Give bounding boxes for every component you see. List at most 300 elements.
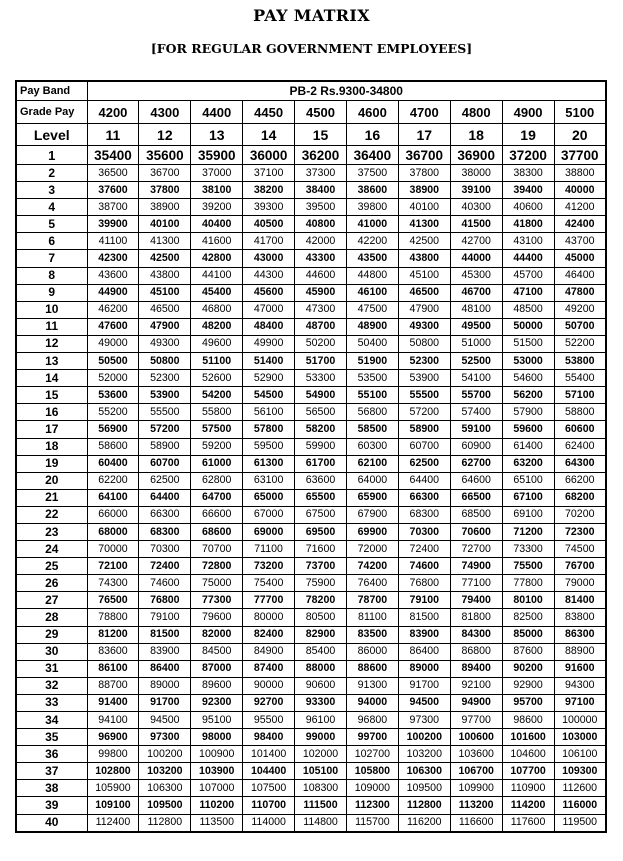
pay-cell: 42300: [87, 250, 139, 267]
table-row: [16, 353, 606, 370]
pay-cell: 61000: [191, 455, 243, 472]
pay-cell: 44400: [502, 250, 554, 267]
pay-cell: 51400: [243, 353, 295, 370]
table-row: [16, 146, 606, 165]
grade-pay-cell: 4400: [191, 101, 243, 124]
pay-cell: 37800: [139, 182, 191, 199]
pay-cell: 74200: [346, 558, 398, 575]
pay-cell: 35400: [87, 146, 139, 165]
pay-cell: 48100: [450, 301, 502, 318]
pay-cell: 89400: [450, 660, 502, 677]
pay-cell: 109100: [87, 797, 139, 814]
pay-cell: 72400: [398, 541, 450, 558]
pay-cell: 51100: [191, 353, 243, 370]
pay-cell: 86000: [346, 643, 398, 660]
pay-cell: 49000: [87, 335, 139, 352]
pay-cell: 87400: [243, 660, 295, 677]
row-index: 4: [16, 199, 87, 216]
pay-cell: 37800: [398, 165, 450, 182]
pay-cell: 50000: [502, 318, 554, 335]
pay-cell: 59500: [243, 438, 295, 455]
pay-cell: 66200: [554, 472, 606, 489]
table-row: [16, 404, 606, 421]
pay-cell: 45300: [450, 267, 502, 284]
pay-cell: 98600: [502, 712, 554, 729]
pay-cell: 47800: [554, 284, 606, 301]
row-index: 27: [16, 592, 87, 609]
pay-cell: 116200: [398, 814, 450, 832]
pay-cell: 54500: [243, 387, 295, 404]
pay-cell: 71600: [295, 541, 347, 558]
pay-cell: 88000: [295, 660, 347, 677]
row-index: 14: [16, 370, 87, 387]
level-cell: 12: [139, 124, 191, 146]
pay-cell: 69100: [502, 506, 554, 523]
table-row: [16, 814, 606, 832]
pay-cell: 74300: [87, 575, 139, 592]
row-index: 17: [16, 421, 87, 438]
pay-cell: 55700: [450, 387, 502, 404]
pay-cell: 47500: [346, 301, 398, 318]
pay-cell: 74900: [450, 558, 502, 575]
pay-cell: 64700: [191, 489, 243, 506]
row-index: 25: [16, 558, 87, 575]
pay-cell: 42700: [450, 233, 502, 250]
pay-cell: 41700: [243, 233, 295, 250]
pay-cell: 43500: [346, 250, 398, 267]
pay-cell: 52300: [398, 353, 450, 370]
pay-cell: 38200: [243, 182, 295, 199]
pay-cell: 50700: [554, 318, 606, 335]
pay-cell: 38400: [295, 182, 347, 199]
pay-cell: 40100: [398, 199, 450, 216]
pay-cell: 106300: [398, 763, 450, 780]
pay-cell: 69500: [295, 523, 347, 540]
pay-cell: 97100: [554, 694, 606, 711]
pay-cell: 84500: [191, 643, 243, 660]
table-row: [16, 335, 606, 352]
pay-cell: 49300: [139, 335, 191, 352]
pay-cell: 116000: [554, 797, 606, 814]
pay-cell: 55500: [139, 404, 191, 421]
pay-cell: 76400: [346, 575, 398, 592]
pay-cell: 37500: [346, 165, 398, 182]
pay-band-label: Pay Band: [16, 81, 87, 101]
pay-cell: 79000: [554, 575, 606, 592]
pay-cell: 39200: [191, 199, 243, 216]
pay-cell: 58900: [139, 438, 191, 455]
pay-cell: 42500: [139, 250, 191, 267]
table-row: [16, 165, 606, 182]
table-row: [16, 267, 606, 284]
table-row: [16, 250, 606, 267]
pay-cell: 67100: [502, 489, 554, 506]
pay-cell: 102000: [295, 746, 347, 763]
pay-cell: 65500: [295, 489, 347, 506]
pay-cell: 75500: [502, 558, 554, 575]
pay-cell: 100200: [139, 746, 191, 763]
row-index: 16: [16, 404, 87, 421]
pay-cell: 36700: [139, 165, 191, 182]
grade-pay-cell: 4700: [398, 101, 450, 124]
pay-cell: 52900: [243, 370, 295, 387]
pay-cell: 35600: [139, 146, 191, 165]
level-cell: 11: [87, 124, 139, 146]
pay-cell: 90600: [295, 677, 347, 694]
pay-cell: 89000: [398, 660, 450, 677]
table-row: [16, 438, 606, 455]
pay-cell: 114800: [295, 814, 347, 832]
pay-matrix-table: [15, 80, 607, 833]
pay-cell: 117600: [502, 814, 554, 832]
pay-cell: 45900: [295, 284, 347, 301]
pay-cell: 82400: [243, 626, 295, 643]
pay-cell: 39900: [87, 216, 139, 233]
pay-cell: 103200: [139, 763, 191, 780]
pay-cell: 85000: [502, 626, 554, 643]
row-index: 33: [16, 694, 87, 711]
pay-cell: 60900: [450, 438, 502, 455]
level-cell: 14: [243, 124, 295, 146]
row-index: 40: [16, 814, 87, 832]
pay-cell: 92100: [450, 677, 502, 694]
pay-cell: 107700: [502, 763, 554, 780]
pay-cell: 49200: [554, 301, 606, 318]
pay-cell: 82000: [191, 626, 243, 643]
pay-cell: 44600: [295, 267, 347, 284]
pay-cell: 76500: [87, 592, 139, 609]
pay-cell: 62700: [450, 455, 502, 472]
pay-cell: 110700: [243, 797, 295, 814]
pay-cell: 99700: [346, 729, 398, 746]
row-index: 20: [16, 472, 87, 489]
pay-cell: 86300: [554, 626, 606, 643]
pay-cell: 46500: [139, 301, 191, 318]
pay-cell: 53900: [139, 387, 191, 404]
pay-cell: 94100: [87, 712, 139, 729]
pay-cell: 38800: [554, 165, 606, 182]
pay-cell: 103900: [191, 763, 243, 780]
pay-cell: 73700: [295, 558, 347, 575]
pay-cell: 77100: [450, 575, 502, 592]
level-cell: 20: [554, 124, 606, 146]
pay-cell: 58600: [87, 438, 139, 455]
row-index: 24: [16, 541, 87, 558]
pay-cell: 36000: [243, 146, 295, 165]
row-index: 13: [16, 353, 87, 370]
pay-cell: 81500: [398, 609, 450, 626]
pay-cell: 53300: [295, 370, 347, 387]
pay-cell: 35900: [191, 146, 243, 165]
row-index: 3: [16, 182, 87, 199]
pay-cell: 52000: [87, 370, 139, 387]
pay-cell: 76800: [139, 592, 191, 609]
pay-cell: 57200: [398, 404, 450, 421]
pay-cell: 52600: [191, 370, 243, 387]
pay-cell: 87000: [191, 660, 243, 677]
pay-cell: 38000: [450, 165, 502, 182]
pay-cell: 64300: [554, 455, 606, 472]
pay-cell: 36400: [346, 146, 398, 165]
pay-cell: 82500: [502, 609, 554, 626]
row-index: 26: [16, 575, 87, 592]
pay-cell: 57500: [191, 421, 243, 438]
pay-cell: 47100: [502, 284, 554, 301]
pay-cell: 94900: [450, 694, 502, 711]
pay-cell: 78800: [87, 609, 139, 626]
pay-cell: 49900: [243, 335, 295, 352]
table-row: [16, 541, 606, 558]
row-index: 37: [16, 763, 87, 780]
pay-cell: 119500: [554, 814, 606, 832]
pay-cell: 48500: [502, 301, 554, 318]
pay-cell: 96100: [295, 712, 347, 729]
level-cell: 18: [450, 124, 502, 146]
level-cell: 15: [295, 124, 347, 146]
pay-cell: 61700: [295, 455, 347, 472]
pay-cell: 106700: [450, 763, 502, 780]
row-index: 29: [16, 626, 87, 643]
table-row: [16, 472, 606, 489]
pay-cell: 65100: [502, 472, 554, 489]
pay-cell: 83900: [398, 626, 450, 643]
grade-pay-cell: 4450: [243, 101, 295, 124]
pay-cell: 60700: [139, 455, 191, 472]
pay-cell: 61400: [502, 438, 554, 455]
pay-cell: 45100: [139, 284, 191, 301]
pay-cell: 81400: [554, 592, 606, 609]
table-row: [16, 609, 606, 626]
row-index: 32: [16, 677, 87, 694]
pay-cell: 64100: [87, 489, 139, 506]
pay-cell: 71100: [243, 541, 295, 558]
grade-pay-label: Grade Pay: [16, 101, 87, 124]
pay-cell: 75900: [295, 575, 347, 592]
pay-cell: 75400: [243, 575, 295, 592]
table-row: [16, 506, 606, 523]
pay-cell: 72000: [346, 541, 398, 558]
pay-cell: 62100: [346, 455, 398, 472]
pay-cell: 97300: [398, 712, 450, 729]
table-row: [16, 694, 606, 711]
table-row: [16, 233, 606, 250]
pay-cell: 82900: [295, 626, 347, 643]
pay-cell: 68500: [450, 506, 502, 523]
pay-cell: 39100: [450, 182, 502, 199]
pay-cell: 89000: [139, 677, 191, 694]
pay-cell: 91400: [87, 694, 139, 711]
table-row: [16, 677, 606, 694]
table-row: [16, 712, 606, 729]
pay-cell: 53600: [87, 387, 139, 404]
pay-cell: 101600: [502, 729, 554, 746]
pay-cell: 81800: [450, 609, 502, 626]
pay-cell: 99800: [87, 746, 139, 763]
pay-cell: 112600: [554, 780, 606, 797]
pay-cell: 102800: [87, 763, 139, 780]
pay-cell: 40600: [502, 199, 554, 216]
pay-cell: 46100: [346, 284, 398, 301]
pay-cell: 38900: [139, 199, 191, 216]
pay-cell: 112400: [87, 814, 139, 832]
pay-cell: 83600: [87, 643, 139, 660]
pay-cell: 55200: [87, 404, 139, 421]
level-label: Level: [16, 124, 87, 146]
pay-cell: 94000: [346, 694, 398, 711]
pay-cell: 90000: [243, 677, 295, 694]
pay-cell: 100200: [398, 729, 450, 746]
row-index: 5: [16, 216, 87, 233]
pay-cell: 95700: [502, 694, 554, 711]
pay-cell: 55800: [191, 404, 243, 421]
pay-cell: 72400: [139, 558, 191, 575]
pay-cell: 76700: [554, 558, 606, 575]
pay-cell: 49500: [450, 318, 502, 335]
pay-cell: 109900: [450, 780, 502, 797]
pay-cell: 113200: [450, 797, 502, 814]
pay-cell: 57100: [554, 387, 606, 404]
pay-cell: 70200: [554, 506, 606, 523]
pay-cell: 55400: [554, 370, 606, 387]
pay-cell: 59200: [191, 438, 243, 455]
pay-cell: 44000: [450, 250, 502, 267]
pay-cell: 79100: [398, 592, 450, 609]
pay-cell: 44800: [346, 267, 398, 284]
row-index: 10: [16, 301, 87, 318]
pay-cell: 52500: [450, 353, 502, 370]
pay-cell: 41800: [502, 216, 554, 233]
pay-cell: 53800: [554, 353, 606, 370]
row-index: 38: [16, 780, 87, 797]
pay-cell: 56200: [502, 387, 554, 404]
pay-cell: 67000: [243, 506, 295, 523]
level-cell: 16: [346, 124, 398, 146]
table-row: [16, 660, 606, 677]
pay-cell: 75000: [191, 575, 243, 592]
pay-cell: 50400: [346, 335, 398, 352]
pay-cell: 45000: [554, 250, 606, 267]
pay-cell: 49600: [191, 335, 243, 352]
page-subtitle: [FOR REGULAR GOVERNMENT EMPLOYEES]: [150, 41, 473, 56]
pay-cell: 58200: [295, 421, 347, 438]
pay-cell: 38700: [87, 199, 139, 216]
pay-cell: 65000: [243, 489, 295, 506]
pay-cell: 47300: [295, 301, 347, 318]
row-index: 23: [16, 523, 87, 540]
pay-cell: 47600: [87, 318, 139, 335]
pay-cell: 98400: [243, 729, 295, 746]
pay-cell: 46200: [87, 301, 139, 318]
pay-cell: 77800: [502, 575, 554, 592]
pay-cell: 63600: [295, 472, 347, 489]
pay-cell: 84900: [243, 643, 295, 660]
pay-cell: 57800: [243, 421, 295, 438]
row-index: 11: [16, 318, 87, 335]
pay-cell: 62500: [398, 455, 450, 472]
pay-cell: 80500: [295, 609, 347, 626]
pay-cell: 70300: [398, 523, 450, 540]
pay-cell: 110200: [191, 797, 243, 814]
pay-cell: 59600: [502, 421, 554, 438]
pay-cell: 92900: [502, 677, 554, 694]
pay-cell: 114000: [243, 814, 295, 832]
pay-cell: 89600: [191, 677, 243, 694]
pay-cell: 42500: [398, 233, 450, 250]
pay-cell: 66000: [87, 506, 139, 523]
pay-cell: 59900: [295, 438, 347, 455]
pay-cell: 63200: [502, 455, 554, 472]
pay-cell: 54100: [450, 370, 502, 387]
pay-cell: 63100: [243, 472, 295, 489]
pay-cell: 62500: [139, 472, 191, 489]
level-cell: 13: [191, 124, 243, 146]
pay-cell: 88600: [346, 660, 398, 677]
pay-cell: 79100: [139, 609, 191, 626]
pay-cell: 38100: [191, 182, 243, 199]
pay-cell: 43100: [502, 233, 554, 250]
pay-cell: 41600: [191, 233, 243, 250]
pay-cell: 43600: [87, 267, 139, 284]
row-index: 9: [16, 284, 87, 301]
pay-cell: 87600: [502, 643, 554, 660]
pay-cell: 58500: [346, 421, 398, 438]
pay-cell: 102700: [346, 746, 398, 763]
row-index: 21: [16, 489, 87, 506]
pay-cell: 54200: [191, 387, 243, 404]
pay-cell: 93300: [295, 694, 347, 711]
pay-cell: 62400: [554, 438, 606, 455]
pay-cell: 88900: [554, 643, 606, 660]
table-row: [16, 301, 606, 318]
pay-cell: 53900: [398, 370, 450, 387]
pay-cell: 72800: [191, 558, 243, 575]
pay-cell: 60700: [398, 438, 450, 455]
pay-cell: 70700: [191, 541, 243, 558]
pay-cell: 41500: [450, 216, 502, 233]
table-row: [16, 523, 606, 540]
pay-cell: 68600: [191, 523, 243, 540]
table-row: [16, 182, 606, 199]
table-row: [16, 592, 606, 609]
row-index: 35: [16, 729, 87, 746]
pay-cell: 66300: [398, 489, 450, 506]
pay-cell: 78700: [346, 592, 398, 609]
pay-cell: 96900: [87, 729, 139, 746]
pay-cell: 55500: [398, 387, 450, 404]
pay-cell: 97700: [450, 712, 502, 729]
pay-cell: 70600: [450, 523, 502, 540]
table-row: [16, 729, 606, 746]
table-row: [16, 421, 606, 438]
pay-cell: 45100: [398, 267, 450, 284]
pay-cell: 79600: [191, 609, 243, 626]
pay-cell: 48700: [295, 318, 347, 335]
level-cell: 17: [398, 124, 450, 146]
table-row: [16, 199, 606, 216]
table-row: [16, 455, 606, 472]
pay-cell: 99000: [295, 729, 347, 746]
pay-cell: 41200: [554, 199, 606, 216]
pay-cell: 81100: [346, 609, 398, 626]
pay-cell: 73200: [243, 558, 295, 575]
pay-cell: 109300: [554, 763, 606, 780]
pay-cell: 51500: [502, 335, 554, 352]
pay-cell: 42400: [554, 216, 606, 233]
pay-cell: 56500: [295, 404, 347, 421]
pay-cell: 103000: [554, 729, 606, 746]
row-index: 15: [16, 387, 87, 404]
pay-band-row: [16, 81, 606, 101]
